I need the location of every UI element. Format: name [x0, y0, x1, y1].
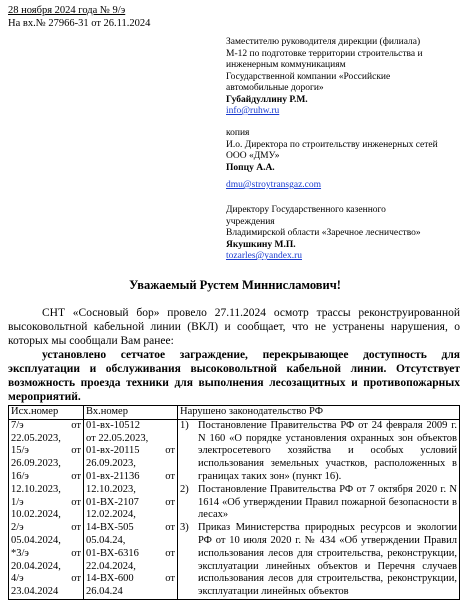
recipient-1-line: Заместителю руководителя дирекции (филиала): [226, 37, 421, 47]
outgoing-ref-line-suffix: от: [71, 496, 81, 508]
recipient-1-name: Губайдуллину Р.М.: [226, 94, 308, 105]
incoming-ref-line: [86, 509, 175, 522]
incoming-ref-line-value: от 22.05.2023,: [86, 432, 149, 444]
incoming-ref-line-value: 01-вх-20115: [86, 445, 140, 457]
outgoing-ref-line: [11, 458, 81, 471]
incoming-ref-line-value: 22.04.2024,: [86, 560, 136, 572]
outgoing-ref-line-value: 12.10.2023,: [11, 483, 61, 495]
incoming-reference: На вх.№ 27966-31 от 26.11.2024: [8, 18, 151, 29]
incoming-ref-line-value: 01-ВХ-2107: [86, 496, 139, 508]
incoming-ref-line: [86, 420, 175, 433]
recipient-2: [226, 128, 466, 192]
outgoing-ref-line: [11, 497, 81, 510]
incoming-ref-line: [86, 548, 175, 561]
outgoing-ref-line: [11, 586, 81, 599]
copy-label: копия: [226, 128, 250, 138]
outgoing-ref-line-value: 4/э: [11, 573, 24, 585]
outgoing-ref-line-value: 15/э: [11, 445, 29, 457]
incoming-ref-line-value: 26.09.2023,: [86, 458, 136, 470]
outgoing-ref-line: [11, 573, 81, 586]
outgoing-ref-line-value: 16/э: [11, 470, 29, 482]
outgoing-ref-line-value: 7/э: [11, 419, 24, 431]
law-item-number: 1): [180, 419, 189, 431]
incoming-ref-line: [86, 573, 175, 586]
recipient-1-line: инженерным коммуникациям: [226, 60, 346, 70]
incoming-cell: [84, 419, 178, 599]
recipient-1-email-link[interactable]: info@ruhw.ru: [226, 106, 280, 116]
recipient-2-email-link[interactable]: dmu@stroytransgaz.com: [226, 180, 322, 190]
outgoing-ref-line-value: 22.05.2023,: [11, 432, 61, 444]
outgoing-ref-line-suffix: от: [71, 419, 81, 431]
recipient-2-line: ООО «ДМУ»: [226, 151, 280, 161]
incoming-ref-line-value: 01-вх-21136: [86, 470, 140, 482]
letter-date-number: 28 ноября 2024 года № 9/э: [8, 5, 126, 16]
recipient-3-email-link[interactable]: tozarles@yandex.ru: [226, 251, 303, 261]
col-header-law: Нарушено законодательство РФ: [178, 406, 460, 420]
outgoing-ref-line: [11, 509, 81, 522]
recipient-1: [226, 37, 466, 118]
outgoing-cell: [9, 419, 84, 599]
recipient-1-line: автомобильные дороги»: [226, 83, 324, 93]
incoming-ref-line-suffix: от: [165, 445, 175, 457]
recipient-3: [226, 205, 466, 263]
law-item-text: Постановление Правительства РФ от 24 февраля 2009 г. N 160 «О порядке установления охранных зон объектов электросетевого хозяйства и особых условий использования земельных участков, расположенных в границах таких зон» (пункт 16).: [198, 419, 457, 482]
incoming-ref-line: [86, 484, 175, 497]
outgoing-ref-line-suffix: от: [71, 573, 81, 585]
incoming-ref-line: [86, 471, 175, 484]
incoming-ref-line-suffix: от: [165, 470, 175, 482]
outgoing-ref-line: [11, 548, 81, 561]
table-header-row: [9, 406, 460, 420]
outgoing-ref-line-value: 1/э: [11, 496, 24, 508]
incoming-ref-line: [86, 433, 175, 446]
recipient-1-line: М-12 по подготовке территории строительства и: [226, 48, 423, 59]
law-item: [180, 420, 457, 484]
incoming-ref-line: [86, 522, 175, 535]
incoming-ref-line-value: 14-ВХ-600: [86, 573, 134, 585]
outgoing-ref-line: [11, 420, 81, 433]
incoming-ref-line-value: 26.04.24: [86, 586, 123, 598]
law-item-number: 2): [180, 483, 189, 495]
recipient-3-line: Директору Государственного казенного: [226, 205, 386, 215]
outgoing-ref-line: [11, 535, 81, 548]
col-header-outgoing: Исх.номер: [9, 406, 84, 420]
recipient-1-line: Государственной компании «Российские: [226, 71, 391, 82]
law-item-text: Постановление Правительства РФ от 7 октября 2020 г. N 1614 «Об утверждении Правил пожарной безопасности в лесах»: [198, 483, 457, 521]
body-paragraph-1: СНТ «Сосновый бор» провело 27.11.2024 осмотр трассы реконструированной высоковольтной кабельной линии (ВКЛ) и сообщает, что не устранены нарушения, о которых мы сообщали Вам ранее:: [8, 307, 460, 347]
incoming-ref-line-value: 01-вх-10512: [86, 419, 140, 431]
outgoing-ref-line-suffix: от: [71, 445, 81, 457]
body-text: [8, 306, 460, 404]
incoming-ref-line-value: 12.10.2023,: [86, 483, 136, 495]
outgoing-ref-line: [11, 484, 81, 497]
outgoing-ref-line: [11, 471, 81, 484]
law-item-text: Приказ Министерства природных ресурсов и экологии РФ от 10 июля 2020 г. № 434 «Об утверждении Правил использования лесов для строительства, реконструкции, эксплуатации линейных объектов и Перечня случаев использования лесов для строительства, реконструкции, эксплуатации линейных объектов: [198, 522, 457, 598]
recipient-3-line: учреждения: [226, 216, 275, 227]
incoming-ref-line-value: 14-ВХ-505: [86, 522, 134, 534]
col-header-incoming: Вх.номер: [84, 406, 178, 420]
incoming-ref-line-suffix: от: [165, 547, 175, 559]
outgoing-ref-line: [11, 445, 81, 458]
recipient-3-line: Владимирской области «Заречное лесничество»: [226, 228, 421, 238]
outgoing-ref-line-suffix: от: [71, 547, 81, 559]
incoming-ref-line: [86, 497, 175, 510]
recipient-2-name: Попцу А.А.: [226, 162, 275, 173]
law-item-number: 3): [180, 522, 189, 534]
outgoing-ref-line-suffix: от: [71, 522, 81, 534]
incoming-ref-line-value: 12.02.2024,: [86, 509, 136, 521]
outgoing-ref-line-value: *3/э: [11, 547, 29, 559]
outgoing-ref-line-value: 26.09.2023,: [11, 458, 61, 470]
incoming-ref-line: [86, 586, 175, 599]
outgoing-ref-line-value: 23.04.2024: [11, 586, 59, 598]
incoming-ref-line: [86, 445, 175, 458]
incoming-ref-line: [86, 535, 175, 548]
outgoing-ref-line-value: 05.04.2024,: [11, 534, 61, 546]
law-item: [180, 522, 457, 599]
incoming-ref-line-suffix: от: [165, 522, 175, 534]
salutation: Уважаемый Рустем Миннисламович!: [129, 278, 341, 292]
law-item: [180, 484, 457, 522]
outgoing-ref-line-value: 10.02.2024,: [11, 509, 61, 521]
recipient-3-name: Якушкину М.П.: [226, 239, 296, 250]
outgoing-ref-line: [11, 561, 81, 574]
incoming-ref-line-suffix: от: [165, 496, 175, 508]
law-list: [180, 420, 457, 599]
outgoing-ref-line: [11, 433, 81, 446]
incoming-ref-line: [86, 561, 175, 574]
incoming-ref-line-suffix: от: [165, 573, 175, 585]
outgoing-ref-line-suffix: от: [71, 470, 81, 482]
recipient-2-line: И.о. Директора по строительству инженерных сетей: [226, 139, 438, 150]
outgoing-ref-line-value: 20.04.2024,: [11, 560, 61, 572]
incoming-ref-line-value: 05.04.24,: [86, 534, 126, 546]
outgoing-ref-line: [11, 522, 81, 535]
table-row: [9, 419, 460, 599]
violations-table: [8, 405, 460, 600]
incoming-ref-line-value: 01-ВХ-6316: [86, 547, 139, 559]
body-paragraph-2: установлено сетчатое заграждение, перекрывающее доступность для эксплуатации и обслуживания высоковольтной кабельной линии. Отсутствует возможность проезда техники для выполнения лесозащитных и противопожарных мероприятий.: [8, 349, 460, 403]
incoming-ref-line: [86, 458, 175, 471]
outgoing-ref-line-value: 2/э: [11, 522, 24, 534]
law-cell: [178, 419, 460, 599]
